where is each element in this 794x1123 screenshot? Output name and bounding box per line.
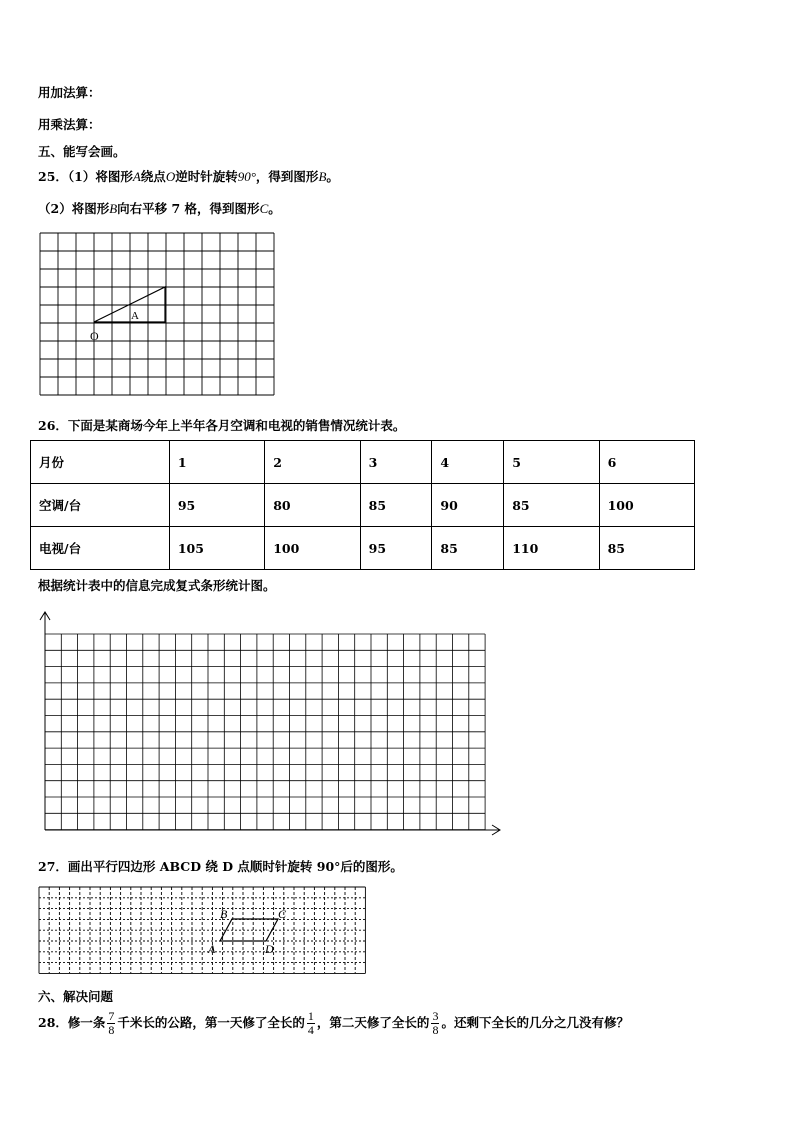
bar-chart-grid[interactable] <box>36 608 506 840</box>
vertex-a-label: A <box>208 942 216 956</box>
parallelogram-grid[interactable] <box>38 886 368 976</box>
table-cell: 5 <box>504 441 599 484</box>
table-cell: 2 <box>265 441 360 484</box>
table-cell: 4 <box>432 441 504 484</box>
bar-chart-grid-lines <box>45 634 485 830</box>
q28-part-b: 千米长的公路，第一天修了全长的 <box>117 1015 305 1030</box>
table-cell: 105 <box>169 527 264 570</box>
q25-prefix: 25．（1）将图形 <box>38 169 133 184</box>
table-cell: 80 <box>265 484 360 527</box>
q25b-prefix: （2）将图形 <box>38 201 110 216</box>
table-cell: 月份 <box>31 441 170 484</box>
triangle-a-label: A <box>131 310 139 322</box>
fraction-numerator: 1 <box>307 1009 314 1023</box>
table-cell: 95 <box>360 527 432 570</box>
q25-mid3: ，得到图形 <box>255 169 319 184</box>
q25-mid1: 绕点 <box>140 169 166 184</box>
table-cell: 空调/台 <box>31 484 170 527</box>
table-cell: 3 <box>360 441 432 484</box>
q25b-var-b: B <box>109 201 118 216</box>
point-o-label: O <box>90 329 99 343</box>
table-cell: 85 <box>599 527 694 570</box>
rotation-grid[interactable] <box>38 232 276 398</box>
q25-var-b: B <box>318 169 327 184</box>
question-25-part1 <box>38 167 339 185</box>
q25-var-o: O <box>165 169 176 184</box>
q25-var-a: A <box>132 169 141 184</box>
add-method-label: 用加法算： <box>38 85 101 100</box>
table-cell: 100 <box>599 484 694 527</box>
vertex-d-label: D <box>265 942 274 956</box>
table-cell: 电视/台 <box>31 527 170 570</box>
q25b-end: 。 <box>268 201 281 216</box>
question-27: 27．画出平行四边形 ABCD 绕 D 点顺时针旋转 90°后的图形。 <box>38 859 403 874</box>
fraction-denominator: 8 <box>432 1023 439 1037</box>
parallelogram-grid-lines <box>39 887 365 973</box>
sales-table <box>30 440 695 570</box>
question-25-part2 <box>38 199 281 217</box>
table-row <box>31 527 695 570</box>
table-row <box>31 484 695 527</box>
section6-heading: 六、解决问题 <box>38 989 114 1004</box>
table-header-row <box>31 441 695 484</box>
fraction-denominator: 4 <box>307 1023 314 1037</box>
fraction-numerator: 7 <box>108 1009 115 1023</box>
fraction-3-8 <box>431 1010 439 1037</box>
fraction-denominator: 8 <box>108 1023 115 1037</box>
section5-heading: 五、能写会画。 <box>38 144 126 159</box>
q25-deg: 90° <box>237 169 256 184</box>
table-cell: 1 <box>169 441 264 484</box>
table-cell: 85 <box>432 527 504 570</box>
question-28 <box>38 1008 629 1038</box>
table-cell: 85 <box>360 484 432 527</box>
q28-part-a: 28．修一条 <box>38 1015 106 1030</box>
q28-part-c: ，第二天修了全长的 <box>316 1015 430 1030</box>
fraction-7-8 <box>107 1010 115 1037</box>
table-cell: 90 <box>432 484 504 527</box>
fraction-1-4 <box>307 1010 315 1037</box>
table-cell: 100 <box>265 527 360 570</box>
rotation-grid-lines <box>40 233 274 395</box>
q25-end: 。 <box>326 169 339 184</box>
table-cell: 110 <box>504 527 599 570</box>
table-cell: 6 <box>599 441 694 484</box>
q25b-var-c: C <box>259 201 269 216</box>
q28-part-d: 。还剩下全长的几分之几没有修？ <box>441 1015 629 1030</box>
question-26-instruction: 根据统计表中的信息完成复式条形统计图。 <box>38 578 276 593</box>
q25-mid2: 逆时针旋转 <box>175 169 238 184</box>
table-cell: 95 <box>169 484 264 527</box>
table-cell: 85 <box>504 484 599 527</box>
question-26: 26．下面是某商场今年上半年各月空调和电视的销售情况统计表。 <box>38 418 406 433</box>
q25b-mid: 向右平移 7 格，得到图形 <box>117 201 260 216</box>
vertex-b-label: B <box>220 907 228 921</box>
mul-method-label: 用乘法算： <box>38 117 101 132</box>
triangle-a <box>94 287 165 322</box>
fraction-numerator: 3 <box>432 1009 439 1023</box>
vertex-c-label: C <box>278 907 287 921</box>
